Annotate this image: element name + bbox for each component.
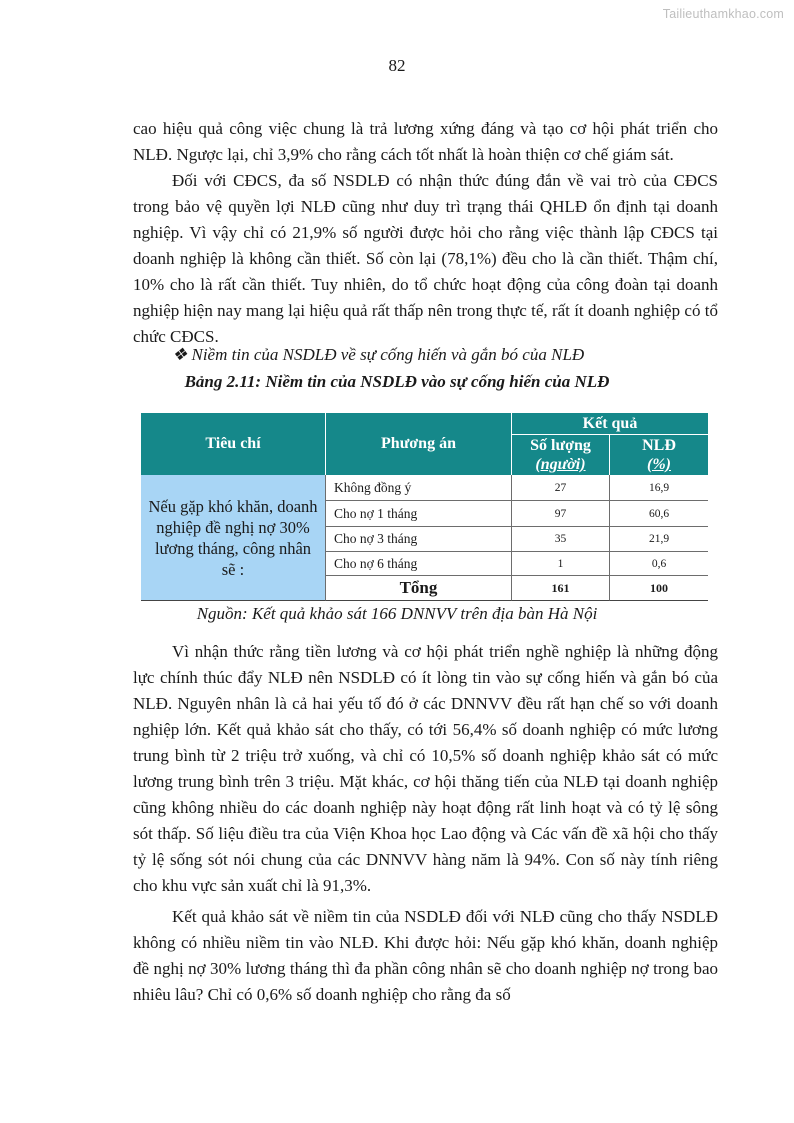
percent-cell: 60,6 (610, 500, 708, 526)
criteria-cell (141, 475, 326, 601)
total-count: 161 (512, 575, 610, 601)
count-cell: 97 (512, 500, 610, 526)
table-row (326, 500, 512, 526)
header-count (512, 435, 610, 475)
table-row (326, 526, 512, 551)
section-heading (172, 345, 584, 365)
header-criteria: Tiêu chí (141, 413, 326, 475)
paragraph-cdcs: Đối với CĐCS, đa số NSDLĐ có nhận thức đúng đắn về vai trò của CĐCS trong bảo vệ quyền lợi NLĐ cũng như duy trì trạng thái QHLĐ ổn định tại doanh nghiệp. Vì vậy chỉ có 21,9% số người được hỏi cho rằng việc thành lập CĐCS tại doanh nghiệp là không cần thiết. Số còn lại (78,1%) đều cho là cần thiết. Thậm chí, 10% cho là rất cần thiết. Tuy nhiên, do tổ chức hoạt động của công đoàn tại doanh nghiệp hiện nay mang lại hiệu quả rất thấp nên trong thực tế, rất ít doanh nghiệp có tổ chức CĐCS. (133, 171, 718, 346)
paragraph-trust-factors: Vì nhận thức rằng tiền lương và cơ hội phát triển nghề nghiệp là những động lực chính thúc đẩy NLĐ nên NSDLĐ có ít lòng tin vào sự cống hiến và gắn bó của NLĐ. Nguyên nhân là cả hai yếu tố đó ở các DNNVV đều rất hạn chế so với doanh nghiệp lớn. Kết quả khảo sát cho thấy, có tới 56,4% số doanh nghiệp có mức lương trung bình từ 2 triệu trở xuống, và chỉ có 10,5% số doanh nghiệp khảo sát có mức lương trung bình trên 3 triệu. Mặt khác, cơ hội thăng tiến của NLĐ tại doanh nghiệp cũng không nhiều do các doanh nghiệp này hoạt động rất linh hoạt và có tỷ lệ sông sót thấp. Số liệu điều tra của Viện Khoa học Lao động và Các vấn đề xã hội cho thấy tỷ lệ sống sót nói chung của các DNNVV hàng năm là 94%. Con số này tính riêng cho khu vực sản xuất chỉ là 91,3%. (133, 642, 718, 895)
table-caption: Bảng 2.11: Niềm tin của NSDLĐ vào sự cống hiến của NLĐ (184, 372, 610, 391)
paragraph-intro: cao hiệu quả công việc chung là trả lương xứng đáng và tạo cơ hội phát triển cho NLĐ. Ngược lại, chỉ 3,9% cho rằng cách tốt nhất là hoàn thiện cơ chế giám sát. (133, 119, 718, 164)
header-count-unit: (người) (535, 456, 586, 473)
option-label: Cho nợ 1 tháng (334, 505, 418, 521)
option-label: Cho nợ 3 tháng (334, 531, 418, 546)
option-label: Không đồng ý (334, 479, 412, 495)
survey-table (141, 413, 708, 601)
total-percent: 100 (610, 575, 708, 601)
table-row (326, 475, 512, 500)
total-label: Tổng (326, 575, 512, 601)
header-share-label: NLĐ (642, 437, 676, 454)
section-heading-text: Niềm tin của NSDLĐ về sự cống hiến và gắn bó của NLĐ (191, 345, 585, 364)
header-share-unit: (%) (647, 456, 671, 473)
count-cell: 27 (512, 475, 610, 500)
percent-cell: 21,9 (610, 526, 708, 551)
source-note: Nguồn: Kết quả khảo sát 166 DNNVV trên địa bàn Hà Nội (196, 604, 598, 623)
header-count-label: Số lượng (530, 437, 591, 454)
watermark: Tailieuthamkhao.com (662, 7, 784, 21)
header-result: Kết quả (512, 413, 708, 435)
criteria-text: Nếu gặp khó khăn, doanh nghiệp đề nghị nợ 30% lương tháng, công nhân sẽ : (148, 496, 318, 579)
diamond-bullet-icon: ❖ (172, 345, 188, 364)
paragraph-survey-result: Kết quả khảo sát về niềm tin của NSDLĐ đối với NLĐ cũng cho thấy NSDLĐ không có nhiều niềm tin vào NLĐ. Khi được hỏi: Nếu gặp khó khăn, doanh nghiệp đề nghị nợ 30% lương tháng thì đa phần công nhân sẽ cho doanh nghiệp nợ trong bao nhiêu lâu? Chỉ có 0,6% số doanh nghiệp cho rằng đa số (133, 907, 718, 1004)
percent-cell: 0,6 (610, 551, 708, 575)
count-cell: 35 (512, 526, 610, 551)
percent-cell: 16,9 (648, 481, 670, 494)
page-number: 82 (388, 56, 406, 75)
header-share (610, 435, 708, 475)
table-row (326, 551, 512, 575)
header-option: Phương án (326, 413, 512, 475)
count-cell: 1 (512, 551, 610, 575)
option-label: Cho nợ 6 tháng (334, 555, 418, 571)
